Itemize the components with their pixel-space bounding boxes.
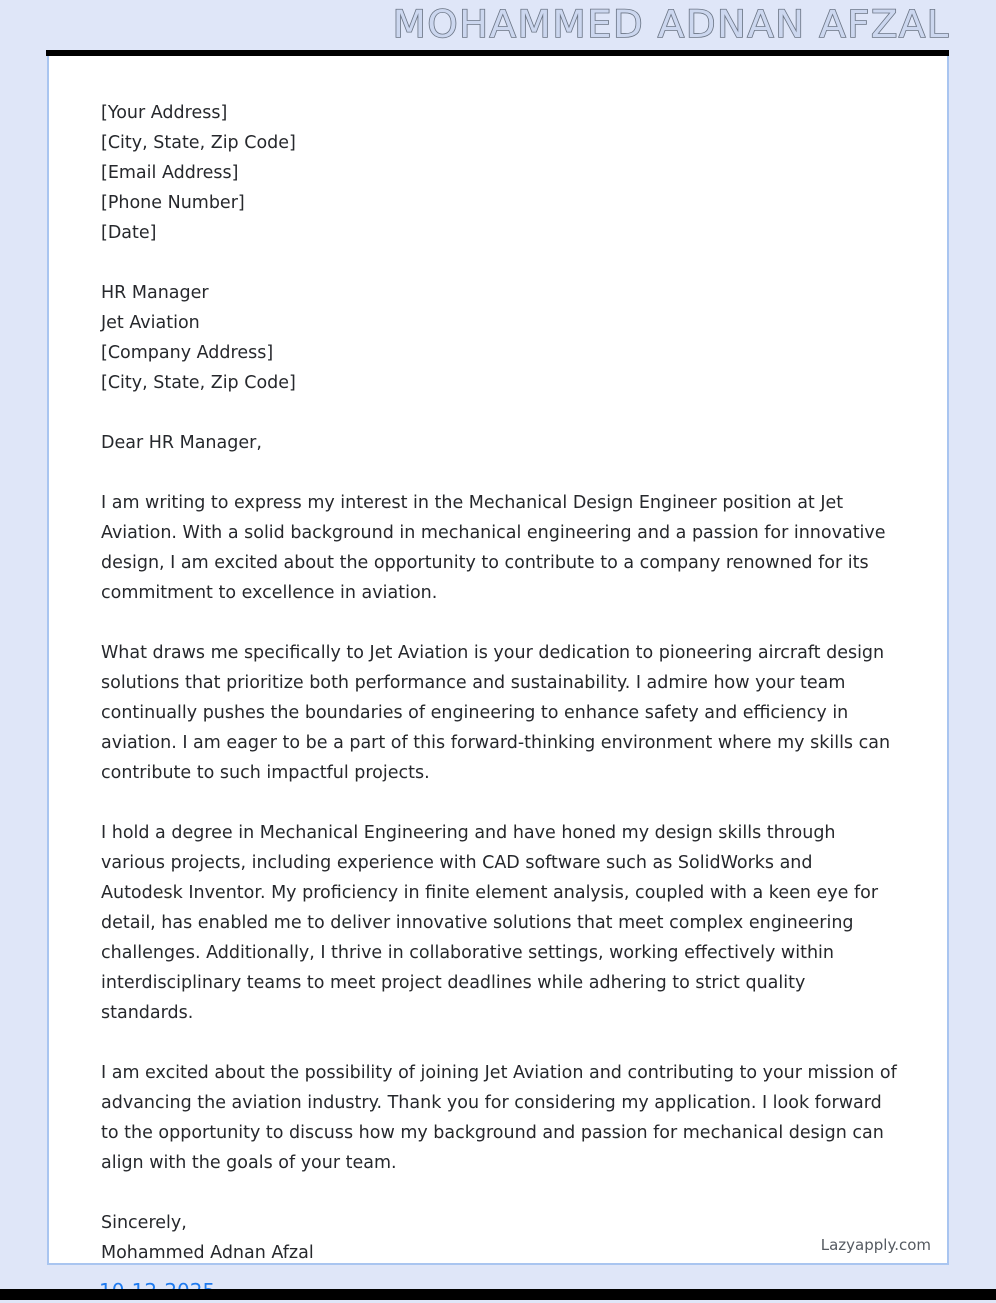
recipient-line: Jet Aviation: [101, 313, 200, 333]
document-header: [0, 0, 996, 50]
bottom-black-bar: [0, 1289, 996, 1300]
brand-watermark: Lazyapply.com: [820, 1236, 931, 1254]
sender-line: [Email Address]: [101, 163, 239, 183]
page-title: MOHAMMED ADNAN AFZAL: [392, 3, 950, 46]
letter-sheet: [47, 56, 949, 1265]
letter-body: [101, 98, 897, 1265]
closing-salutation: Sincerely,: [101, 1213, 187, 1233]
signature-block: [101, 1208, 897, 1265]
sender-line: [Your Address]: [101, 103, 228, 123]
letter-paragraph: I am excited about the possibility of joining Jet Aviation and contributing to your mission of advancing the aviation industry. Thank you for considering my application. I look forward to the opportunity to discuss how my background and passion for mechanical design can align with the goals of your team.: [101, 1063, 897, 1173]
recipient-address-block: [101, 278, 897, 398]
recipient-line: [Company Address]: [101, 343, 274, 363]
signature-name: Mohammed Adnan Afzal: [101, 1243, 314, 1263]
sender-line: [City, State, Zip Code]: [101, 133, 296, 153]
letter-paragraph: I hold a degree in Mechanical Engineering and have honed my design skills through various projects, including experience with CAD software such as SolidWorks and Autodesk Inventor. My proficiency in finite element analysis, coupled with a keen eye for detail, has enabled me to deliver innovative solutions that meet complex engineering challenges. Additionally, I thrive in collaborative settings, working effectively within interdisciplinary teams to meet project deadlines while adhering to strict quality standards.: [101, 823, 879, 1023]
sender-line: [Date]: [101, 223, 157, 243]
sender-line: [Phone Number]: [101, 193, 245, 213]
letter-paragraph: What draws me specifically to Jet Aviation is your dedication to pioneering aircraft design solutions that prioritize both performance and sustainability. I admire how your team continually pushes the boundaries of engineering to enhance safety and efficiency in aviation. I am eager to be a part of this forward-thinking environment where my skills can contribute to such impactful projects.: [101, 643, 891, 783]
recipient-line: HR Manager: [101, 283, 209, 303]
salutation: Dear HR Manager,: [101, 433, 262, 453]
sender-address-block: [101, 98, 897, 248]
recipient-line: [City, State, Zip Code]: [101, 373, 296, 393]
letter-paragraph: I am writing to express my interest in the Mechanical Design Engineer position at Jet Aviation. With a solid background in mechanical engineering and a passion for innovative design, I am excited about the opportunity to contribute to a company renowned for its commitment to excellence in aviation.: [101, 493, 886, 603]
